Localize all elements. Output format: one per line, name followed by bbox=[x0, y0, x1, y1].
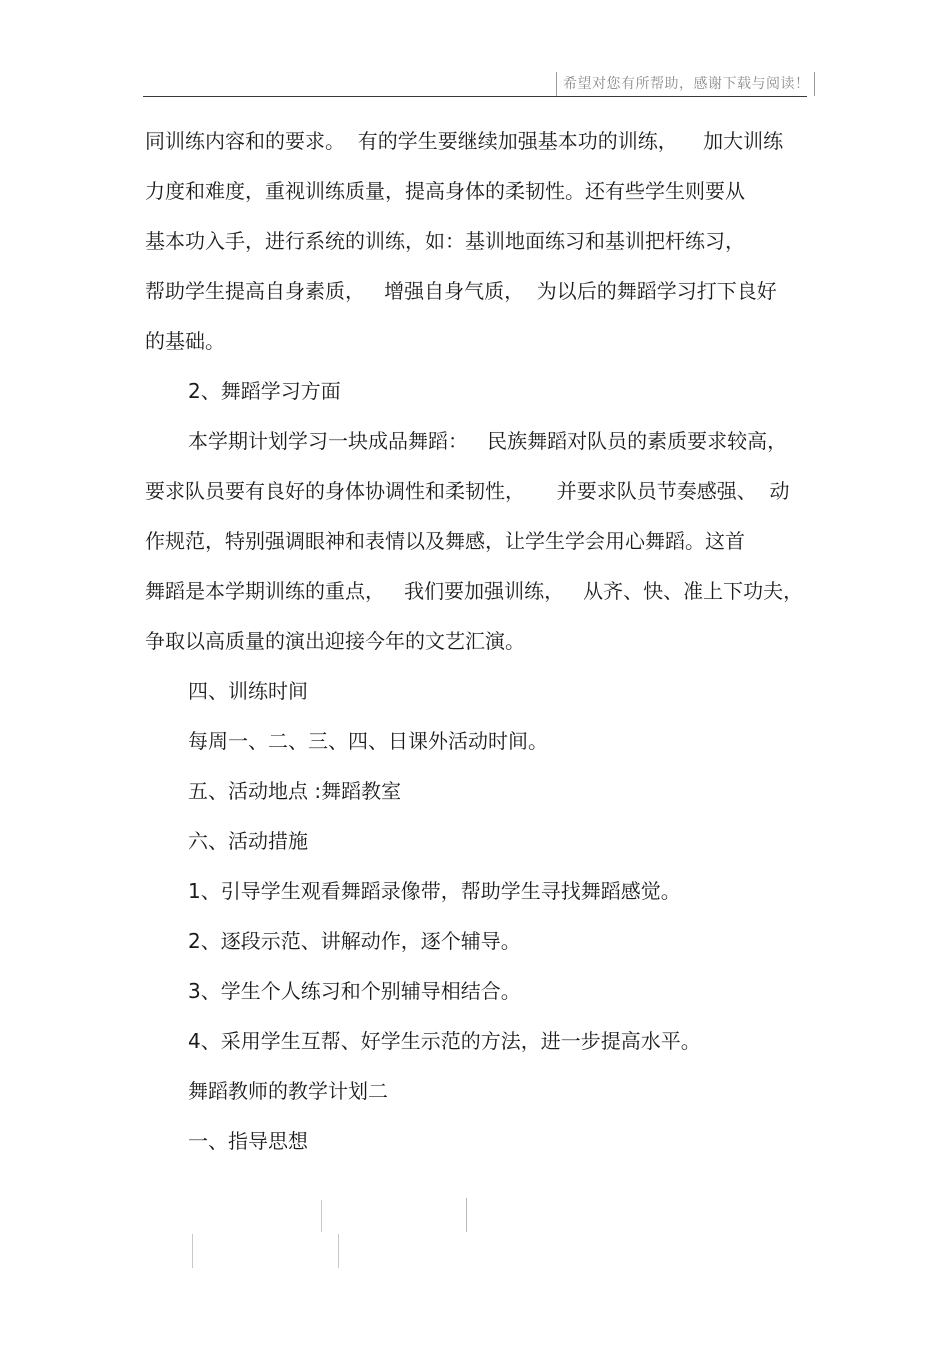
paragraph-line: 舞蹈是本学期训练的重点， 我们要加强训练， 从齐、快、准上下功夫， bbox=[145, 579, 804, 603]
paragraph-line: 基本功入手，进行系统的训练，如：基训地面练习和基训把杆练习， bbox=[145, 229, 745, 253]
list-item: 1、引导学生观看舞蹈录像带，帮助学生寻找舞蹈感觉。 bbox=[188, 879, 681, 903]
list-item: 4、采用学生互帮、好学生示范的方法，进一步提高水平。 bbox=[188, 1029, 701, 1053]
list-item: 2、逐段示范、讲解动作，逐个辅导。 bbox=[188, 929, 521, 953]
scan-mark bbox=[321, 1200, 322, 1232]
document-subtitle: 舞蹈教师的教学计划二 bbox=[188, 1079, 388, 1103]
page-header bbox=[0, 0, 950, 100]
paragraph-line: 帮助学生提高自身素质， 增强自身气质， 为以后的舞蹈学习打下良好 bbox=[145, 279, 777, 303]
paragraph-line: 要求队员要有良好的身体协调性和柔韧性， 并要求队员节奏感强、 动 bbox=[145, 479, 790, 503]
section-heading: 五、活动地点 :舞蹈教室 bbox=[188, 779, 402, 803]
header-banner-text: 希望对您有所帮助，感谢下载与阅读！ bbox=[556, 72, 815, 96]
paragraph-line: 作规范，特别强调眼神和表情以及舞感，让学生学会用心舞蹈。这首 bbox=[145, 529, 745, 553]
section-heading: 一、指导思想 bbox=[188, 1129, 308, 1153]
scan-mark bbox=[466, 1198, 467, 1232]
paragraph-line: 争取以高质量的演出迎接今年的文艺汇演。 bbox=[145, 629, 525, 653]
scan-mark bbox=[338, 1234, 339, 1268]
list-item: 3、学生个人练习和个别辅导相结合。 bbox=[188, 979, 521, 1003]
paragraph-line: 每周一、二、三、四、日课外活动时间。 bbox=[188, 729, 548, 753]
scan-mark bbox=[192, 1234, 193, 1268]
paragraph-line: 的基础。 bbox=[145, 329, 225, 353]
section-heading: 六、活动措施 bbox=[188, 829, 308, 853]
section-heading: 四、训练时间 bbox=[188, 679, 308, 703]
paragraph-line: 力度和难度，重视训练质量，提高身体的柔韧性。还有些学生则要从 bbox=[145, 179, 745, 203]
header-rule bbox=[143, 96, 807, 97]
paragraph-line: 同训练内容和的要求。 有的学生要继续加强基本功的训练， 加大训练 bbox=[145, 129, 784, 153]
paragraph-line: 本学期计划学习一块成品舞蹈： 民族舞蹈对队员的素质要求较高， bbox=[188, 429, 788, 453]
section-heading: 2、舞蹈学习方面 bbox=[188, 379, 341, 403]
